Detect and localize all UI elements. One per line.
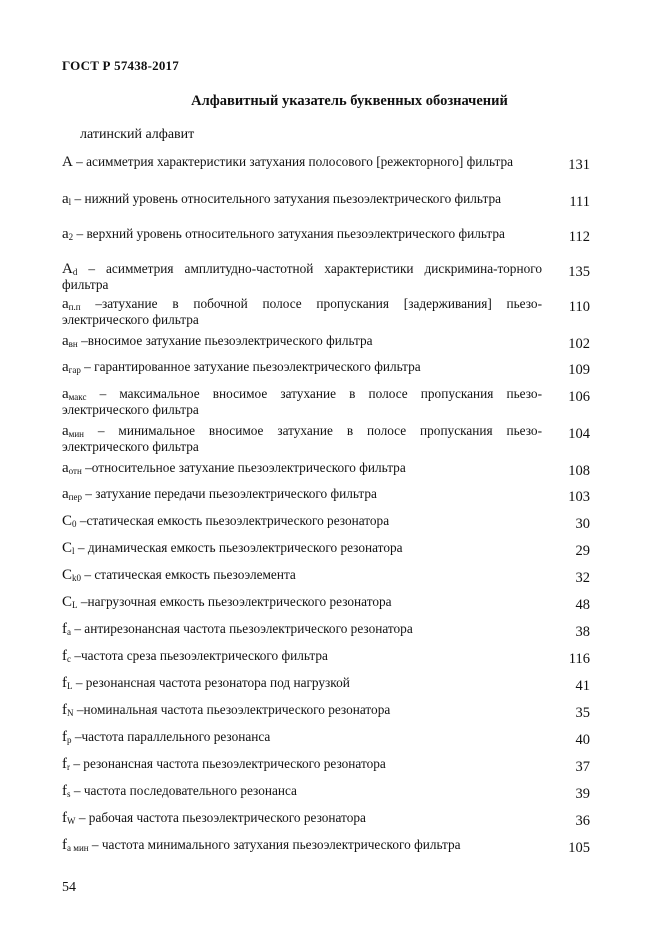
entry-description [62,486,542,502]
entry-text: – верхний уровень относительного затухания пьезоэлектрического фильтра [73,226,505,241]
entry-page-number: 108 [568,463,590,479]
entry-description [62,296,542,328]
entry-page-number: 116 [568,651,590,667]
entry-symbol: f [62,648,67,664]
entry-description [62,540,542,556]
index-entry [62,486,592,513]
entry-page-number: 111 [569,194,590,210]
entry-symbol-subscript: L [72,600,78,610]
entry-description [62,359,542,375]
entry-description [62,333,542,349]
entry-text: – асимметрия характеристики затухания полосового [режекторного] фильтра [72,154,514,169]
entry-symbol-subscript: L [67,681,73,691]
entry-text: –затухание в побочной полосе пропускания [задерживания] пьезо-электрического фильтра [62,296,542,327]
entry-symbol: C [62,594,73,610]
entry-symbol-subscript: c [67,654,71,664]
entry-page-number: 41 [575,678,590,694]
entry-symbol: f [62,702,67,718]
entry-page-number: 38 [575,624,590,640]
entry-text: – антирезонансная частота пьезоэлектрического резонатора [71,621,413,636]
entry-description [62,567,542,583]
entry-symbol-subscript: l [72,546,75,556]
entry-symbol-subscript: вн [68,339,78,349]
index-entry [62,261,592,296]
index-entry [62,810,592,837]
entry-symbol: A [62,154,73,170]
entry-page-number: 30 [575,516,590,532]
entry-text: –статическая емкость пьезоэлектрического резонатора [76,513,390,528]
entry-symbol: f [62,810,67,826]
entry-page-number: 48 [575,597,590,613]
entry-symbol-subscript: 2 [68,232,74,242]
entry-description [62,810,542,826]
entry-text: –нагрузочная емкость пьезоэлектрического резонатора [77,594,392,609]
index-entry [62,226,592,261]
entry-page-number: 39 [575,786,590,802]
entry-description [62,191,542,207]
entry-page-number: 109 [568,362,590,378]
entry-symbol-subscript: s [67,789,71,799]
entry-page-number: 102 [568,336,590,352]
entry-page-number: 110 [568,299,590,315]
entry-symbol-subscript: l [68,197,72,207]
entry-description [62,783,542,799]
entry-description [62,729,542,745]
entry-text: –частота параллельного резонанса [71,729,271,744]
entry-symbol: a [62,226,69,242]
entry-page-number: 36 [575,813,590,829]
entry-symbol: C [62,540,73,556]
entry-symbol: a [62,359,69,375]
entry-text: – частота минимального затухания пьезоэлектрического фильтра [88,837,461,852]
entry-symbol: C [62,513,73,529]
entry-text: – максимальное вносимое затухание в полосе пропускания пьезо-электрического фильтра [62,386,542,417]
entry-symbol: a [62,486,69,502]
entry-text: –номинальная частота пьезоэлектрического резонатора [73,702,391,717]
index-entry [62,513,592,540]
index-entry [62,191,592,226]
entry-text: – статическая емкость пьезоэлемента [81,567,296,582]
entry-symbol-subscript: пер [68,492,82,502]
entry-text: – резонансная частота пьезоэлектрического резонатора [70,756,386,771]
entry-text: – резонансная частота резонатора под нагрузкой [72,675,350,690]
index-entry [62,154,592,191]
entry-page-number: 112 [568,229,590,245]
entry-description [62,261,542,293]
entry-page-number: 106 [568,389,590,405]
entry-symbol-subscript: макс [68,392,87,402]
entry-text: –относительное затухание пьезоэлектрического фильтра [81,460,406,475]
entry-description [62,423,542,455]
entry-symbol: a [62,296,69,312]
entry-description [62,621,542,637]
entry-page-number: 131 [568,157,590,173]
entry-page-number: 104 [568,426,590,442]
index-entry [62,675,592,702]
section-heading: латинский алфавит [80,127,195,142]
entry-description [62,226,542,242]
index-entry [62,460,592,486]
page-number: 54 [62,880,76,895]
entry-text: – минимальное вносимое затухание в полосе пропускания пьезо-электрического фильтра [62,423,542,454]
index-entry [62,756,592,783]
entry-symbol: a [62,460,69,476]
entry-symbol: C [62,567,73,583]
entry-text: – затухание передачи пьезоэлектрического фильтра [81,486,377,501]
entry-symbol-subscript: p [67,735,72,745]
index-entry [62,386,592,423]
entry-text: –частота среза пьезоэлектрического фильтра [71,648,328,663]
entry-symbol-subscript: r [67,762,70,772]
entry-symbol: f [62,783,67,799]
entry-page-number: 103 [568,489,590,505]
index-entry [62,648,592,675]
index-entry [62,837,592,864]
index-entry [62,621,592,648]
entry-page-number: 40 [575,732,590,748]
entry-symbol: f [62,729,67,745]
entry-text: –вносимое затухание пьезоэлектрического фильтра [77,333,373,348]
entry-symbol: f [62,837,67,853]
entry-symbol-subscript: гар [68,365,81,375]
entry-text: – гарантированное затухание пьезоэлектрического фильтра [80,359,421,374]
entry-symbol: a [62,191,69,207]
entry-symbol-subscript: a мин [67,843,89,853]
index-entry [62,783,592,810]
index-entry [62,540,592,567]
index-entry [62,702,592,729]
entry-symbol-subscript: W [67,816,76,826]
index-entry [62,729,592,756]
entry-symbol: f [62,756,67,772]
index-entry [62,423,592,460]
index-entry [62,296,592,333]
entry-description [62,675,542,691]
index-entry [62,594,592,621]
entry-page-number: 29 [575,543,590,559]
entry-description [62,756,542,772]
entry-description [62,154,542,170]
entry-description [62,386,542,418]
standard-code: ГОСТ Р 57438-2017 [62,58,179,73]
entry-description [62,648,542,664]
entry-symbol: a [62,423,69,439]
entry-page-number: 135 [568,264,590,280]
entry-text: – динамическая емкость пьезоэлектрического резонатора [74,540,403,555]
entry-page-number: 32 [575,570,590,586]
entry-symbol: f [62,621,67,637]
entry-description [62,460,542,476]
entry-text: – асимметрия амплитудно-частотной характеристики дискримина-торного фильтра [62,261,542,292]
entry-symbol: a [62,386,69,402]
entry-symbol-subscript: k0 [72,573,82,583]
entry-symbol: f [62,675,67,691]
index-entry [62,333,592,359]
entry-symbol-subscript: d [72,267,78,277]
entry-symbol-subscript: N [67,708,74,718]
entry-symbol-subscript: a [67,627,71,637]
entry-description [62,837,542,853]
index-title: Алфавитный указатель буквенных обозначений [191,93,508,109]
entry-symbol: A [62,261,73,277]
index-entry [62,567,592,594]
entry-symbol-subscript: 0 [72,519,77,529]
index-entry [62,359,592,386]
entry-page-number: 37 [575,759,590,775]
entry-text: – нижний уровень относительного затухания пьезоэлектрического фильтра [71,191,501,206]
entry-page-number: 105 [568,840,590,856]
entry-description [62,702,542,718]
entry-text: – частота последовательного резонанса [70,783,297,798]
entry-symbol-subscript: п.п [68,302,81,312]
entry-symbol-subscript: мин [68,429,84,439]
entry-page-number: 35 [575,705,590,721]
index-entries [62,154,592,864]
entry-text: – рабочая частота пьезоэлектрического резонатора [75,810,366,825]
entry-description [62,513,542,529]
entry-symbol-subscript: отн [68,466,82,476]
entry-description [62,594,542,610]
entry-symbol: a [62,333,69,349]
